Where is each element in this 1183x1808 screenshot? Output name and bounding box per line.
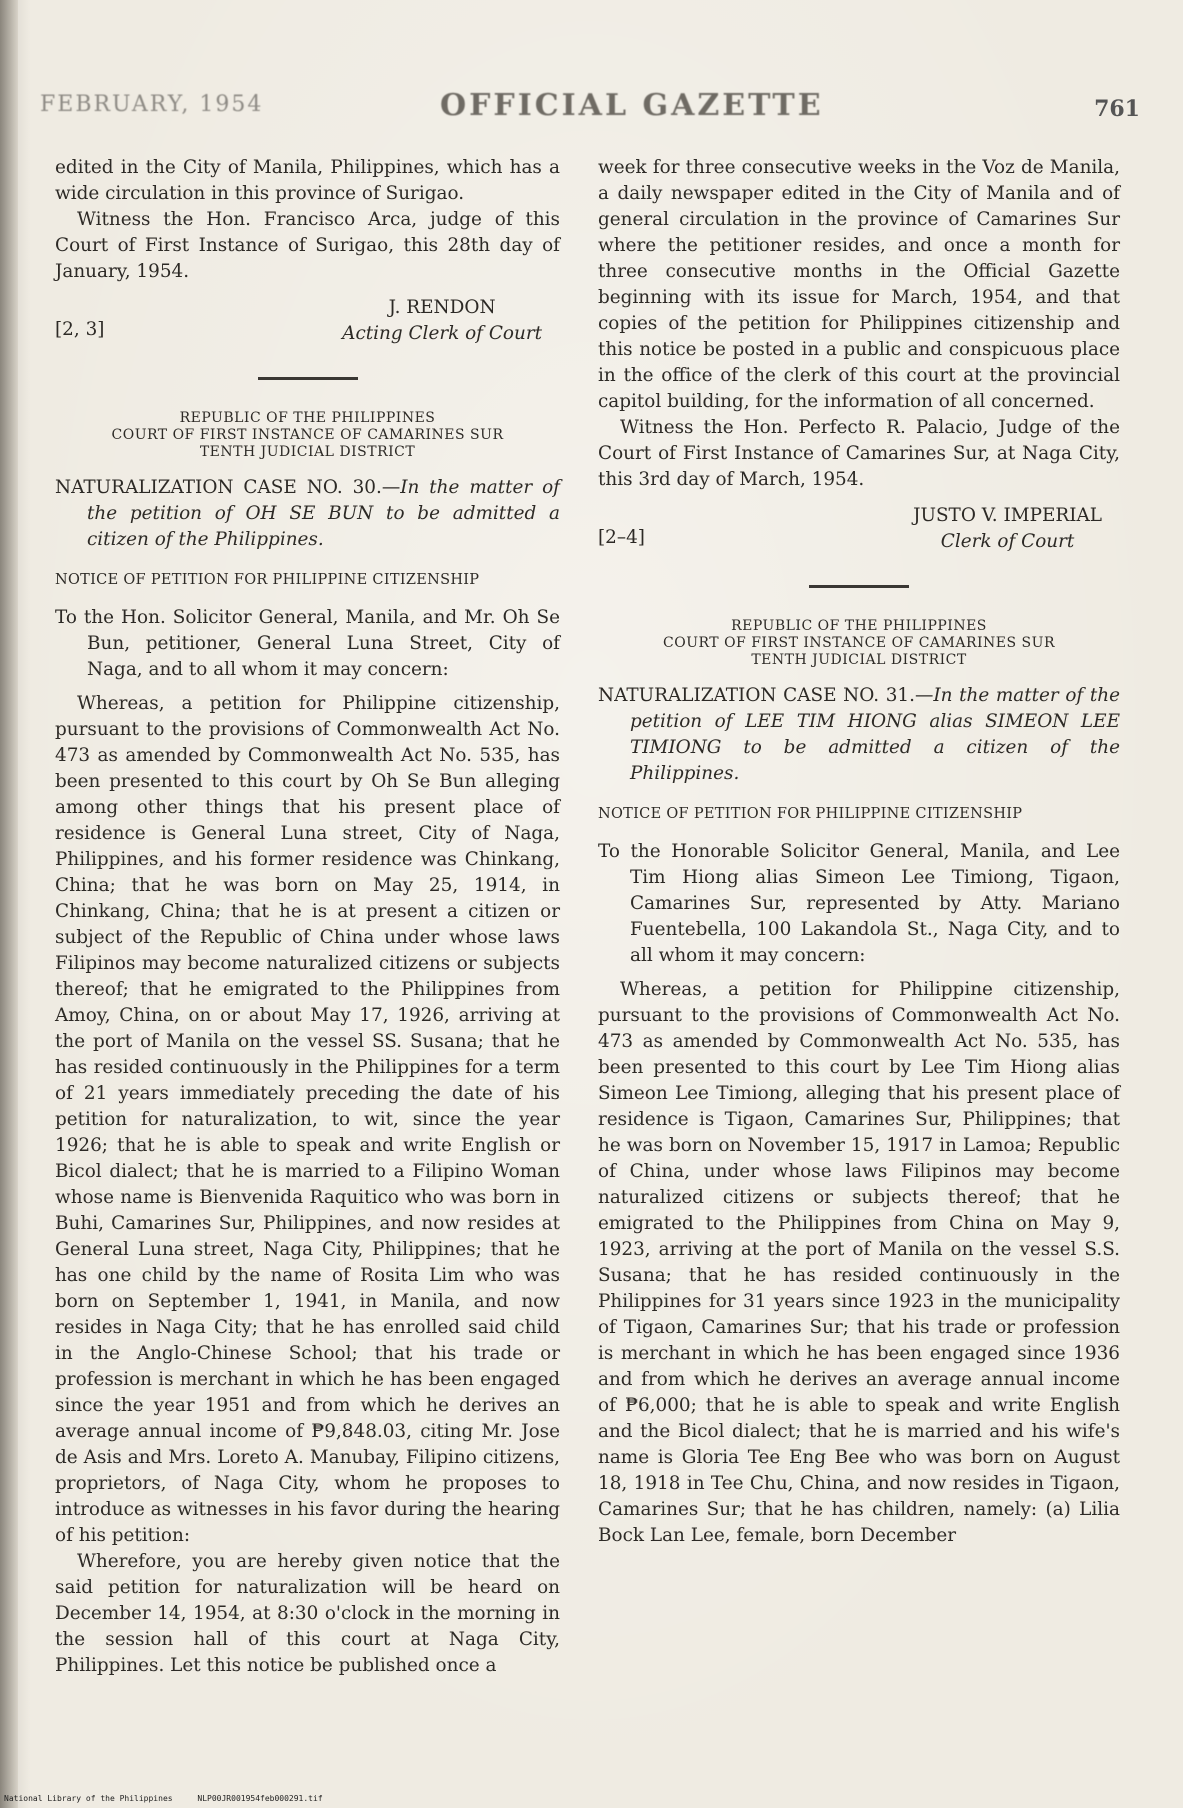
left-column: [55, 155, 560, 1679]
court-heading-line: TENTH JUDICIAL DISTRICT: [751, 652, 967, 668]
wherefore-paragraph: Wherefore, you are hereby given notice that the said petition for naturalization will be heard on December 14, 1954, at 8:30 o'clock in the morning in the session hall of this court at Naga City, Philippines. Let this notice be published once a: [55, 1551, 560, 1676]
scan-filename: NLP00JR001954feb000291.tif: [197, 1794, 323, 1803]
court-heading-line: COURT OF FIRST INSTANCE OF CAMARINES SUR: [111, 427, 504, 443]
header-date: FEBRUARY, 1954: [40, 92, 264, 117]
page-header: [40, 88, 1160, 128]
signatory: [342, 295, 560, 347]
notice-heading: NOTICE OF PETITION FOR PHILIPPINE CITIZENSHIP: [598, 806, 1023, 822]
intro-paragraph: edited in the City of Manila, Philippines, which has a wide circulation in this province of Surigao.: [55, 157, 560, 204]
library-credit: National Library of the Philippines: [4, 1794, 173, 1803]
issue-number: [2–4]: [598, 527, 645, 548]
signatory-name: J. RENDON: [388, 297, 496, 318]
notice-heading: NOTICE OF PETITION FOR PHILIPPINE CITIZENSHIP: [55, 572, 480, 588]
header-title: OFFICIAL GAZETTE: [440, 88, 824, 123]
page-number: 761: [1094, 96, 1140, 122]
court-heading-line: COURT OF FIRST INSTANCE OF CAMARINES SUR: [663, 635, 1055, 651]
scan-footer: [4, 1794, 323, 1803]
court-heading-line: TENTH JUDICIAL DISTRICT: [199, 444, 416, 460]
addressee-paragraph: To the Hon. Solicitor General, Manila, and Mr. Oh Se Bun, petitioner, General Luna Street, City of Naga, and to all whom it may concern:: [55, 607, 560, 680]
case-description: In the matter of the petition of OH SE BUN to be admitted a citizen of the Philippines.: [87, 477, 560, 550]
court-heading: [55, 410, 560, 461]
witness-paragraph: Witness the Hon. Perfecto R. Palacio, Judge of the Court of First Instance of Camarines Sur, at Naga City, this 3rd day of March, 1954.: [598, 417, 1120, 490]
case-title: [598, 683, 1120, 787]
signatory-name: JUSTO V. IMPERIAL: [913, 505, 1102, 526]
right-column: [598, 155, 1120, 1549]
whereas-paragraph: Whereas, a petition for Philippine citizenship, pursuant to the provisions of Commonwealth Act No. 473 as amended by Commonwealth Act No. 535, has been presented to this court by Lee Tim Hiong alias Simeon Lee Timiong, alleging that his present place of residence is Tigaon, Camarines Sur, Philippines; that he was born on November 15, 1917 in Lamoa; Republic of China, under whose laws Filipinos may become naturalized citizens or subjects thereof; that he emigrated to the Philippines from China on May 9, 1923, arriving at the port of Manila on the vessel S.S. Susana; that he has resided continuously in the Philippines for 31 years since 1923 in the municipality of Tigaon, Camarines Sur; that his trade or profession is merchant in which he has been engaged since 1936 and from which he derives an average annual income of ₱6,000; that he is able to speak and write English and the Bicol dialect; that he is married and his wife's name is Gloria Tee Eng Bee who was born on August 18, 1918 in Tee Chu, China, and now resides in Tigaon, Camarines Sur; that he has children, namely: (a) Lilia Bock Lan Lee, female, born December: [598, 979, 1120, 1546]
case-number: NATURALIZATION CASE NO. 31.—: [598, 685, 934, 706]
addressee-paragraph: To the Honorable Solicitor General, Manila, and Lee Tim Hiong alias Simeon Lee Timiong, Tigaon, Camarines Sur, represented by Atty. Mariano Fuentebella, 100 Lakandola St., Naga City, and to all whom it may concern:: [598, 841, 1120, 966]
section-divider: [809, 585, 909, 588]
case-description: In the matter of the petition of LEE TIM HIONG alias SIMEON LEE TIMIONG to be admitted a citizen of the Philippines.: [630, 685, 1120, 784]
signatory-title: Clerk of Court: [940, 531, 1075, 552]
case-title: [55, 475, 560, 553]
section-divider: [258, 377, 358, 380]
signature-block: [55, 295, 560, 347]
binding-edge: [0, 0, 18, 1808]
issue-number: [2, 3]: [55, 319, 105, 340]
whereas-paragraph: Whereas, a petition for Philippine citizenship, pursuant to the provisions of Commonwealth Act No. 473 as amended by Commonwealth Act No. 535, has been presented to this court by Oh Se Bun alleging among other things that his present place of residence is General Luna street, City of Naga, Philippines, and his former residence was Chinkang, China; that he was born on May 25, 1914, in Chinkang, China; that he is at present a citizen or subject of the Republic of China under whose laws Filipinos may become naturalized citizens or subjects thereof; that he emigrated to the Philippines from Amoy, China, on or about May 17, 1926, arriving at the port of Manila on the vessel SS. Susana; that he has resided continuously in the Philippines for a term of 21 years immediately preceding the date of his petition for naturalization, to wit, since the year 1926; that he is able to speak and write English or Bicol dialect; that he is married to a Filipino Woman whose name is Bienvenida Raquitico who was born in Buhi, Camarines Sur, Philippines, and now resides at General Luna street, Naga City, Philippines; that he has one child by the name of Rosita Lim who was born on September 1, 1941, in Manila, and now resides in Naga City; that he has enrolled said child in the Anglo-Chinese School; that his trade or profession is merchant in which he has been engaged since the year 1951 and from which he derives an average annual income of ₱9,848.03, citing Mr. Jose de Asis and Mrs. Loreto A. Manubay, Filipino citizens, proprietors, of Naga City, whom he proposes to introduce as witnesses in his favor during the hearing of his petition:: [55, 693, 560, 1546]
case-number: NATURALIZATION CASE NO. 30.—: [55, 477, 401, 498]
continuation-paragraph: week for three consecutive weeks in the Voz de Manila, a daily newspaper edited in the City of Manila and of general circulation in the province of Camarines Sur where the petitioner resides, and once a month for three consecutive months in the Official Gazette beginning with its issue for March, 1954, and that copies of the petition for Philippines citizenship and this notice be posted in a public and conspicuous place in the office of the clerk of this court at the provincial capitol building, for the information of all concerned.: [598, 157, 1120, 412]
signatory: [913, 503, 1120, 555]
court-heading-line: REPUBLIC OF THE PHILIPPINES: [731, 618, 987, 634]
witness-paragraph: Witness the Hon. Francisco Arca, judge of this Court of First Instance of Surigao, this 28th day of January, 1954.: [55, 209, 560, 282]
court-heading: [598, 618, 1120, 669]
signature-block: [598, 503, 1120, 555]
court-heading-line: REPUBLIC OF THE PHILIPPINES: [179, 410, 436, 426]
signatory-title: Acting Clerk of Court: [342, 323, 542, 344]
